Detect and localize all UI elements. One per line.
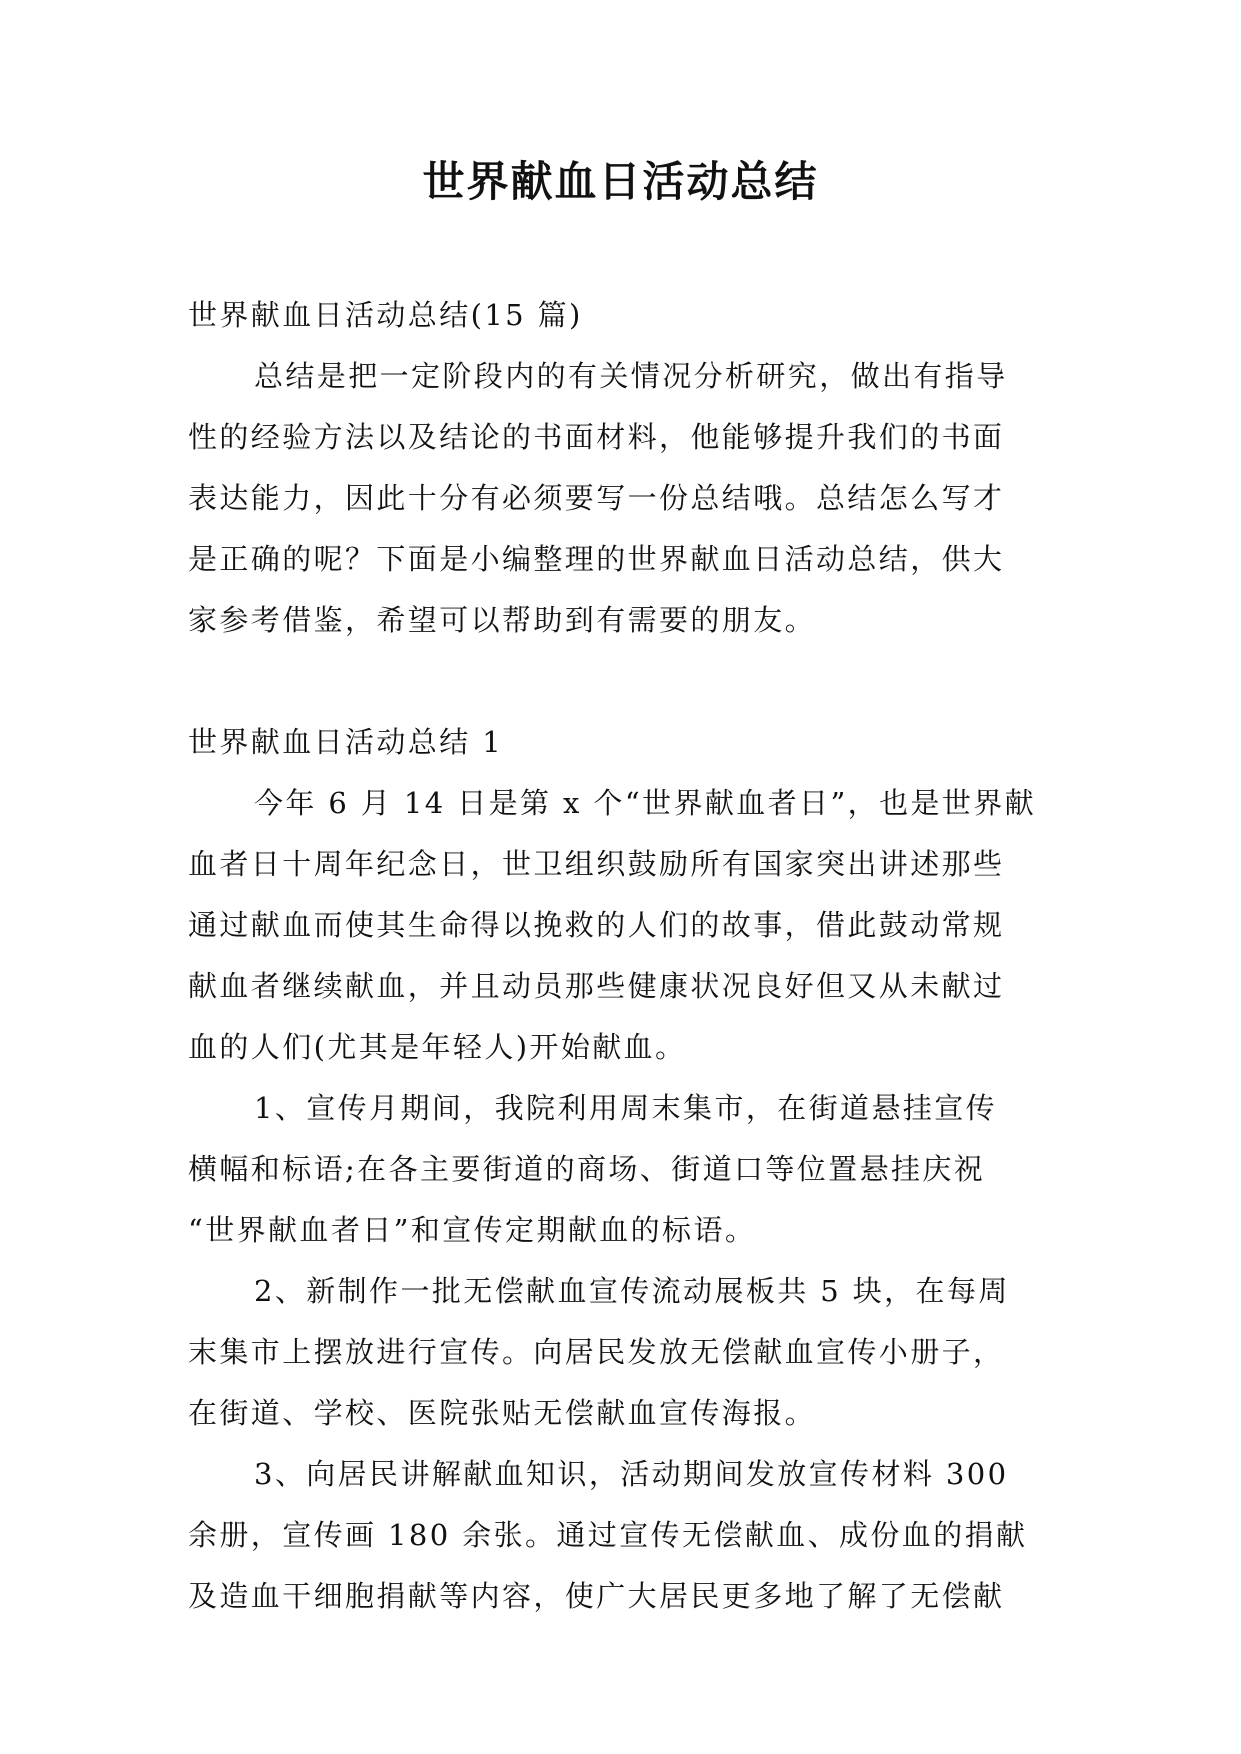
paragraph-spacer <box>188 651 1048 712</box>
paragraph-line: 献血者继续献血，并且动员那些健康状况良好但又从未献过 <box>188 969 1005 1003</box>
paragraph-line: 通过献血而使其生命得以挽救的人们的故事，借此鼓动常规 <box>188 908 1005 942</box>
paragraph-line: 血的人们(尤其是年轻人)开始献血。 <box>188 1030 687 1064</box>
intro-paragraph <box>188 346 1048 651</box>
document-subtitle: 世界献血日活动总结(15 篇) <box>188 298 583 332</box>
document-title: 世界献血日活动总结 <box>422 157 819 206</box>
paragraph-line: 余册，宣传画 180 余张。通过宣传无偿献血、成份血的捐献 <box>188 1518 1028 1552</box>
section1-paragraph-2 <box>188 1078 1048 1261</box>
intro-line: 总结是把一定阶段内的有关情况分析研究，做出有指导 <box>254 359 1008 393</box>
intro-line: 表达能力，因此十分有必须要写一份总结哦。总结怎么写才 <box>188 481 1005 515</box>
section1-paragraph-1 <box>188 773 1048 1078</box>
paragraph-line: 及造血干细胞捐献等内容，使广大居民更多地了解了无偿献 <box>188 1579 1005 1613</box>
paragraph-line: 今年 6 月 14 日是第 x 个“世界献血者日”，也是世界献 <box>254 786 1037 820</box>
document-body <box>188 285 1048 1627</box>
paragraph-line: 3、向居民讲解献血知识，活动期间发放宣传材料 300 <box>254 1457 1009 1491</box>
intro-line: 性的经验方法以及结论的书面材料，他能够提升我们的书面 <box>188 420 1005 454</box>
paragraph-line: 末集市上摆放进行宣传。向居民发放无偿献血宣传小册子， <box>188 1335 1005 1369</box>
intro-line: 家参考借鉴，希望可以帮助到有需要的朋友。 <box>188 603 817 637</box>
intro-line: 是正确的呢？下面是小编整理的世界献血日活动总结，供大 <box>188 542 1005 576</box>
section1-paragraph-3 <box>188 1261 1048 1444</box>
paragraph-line: 横幅和标语;在各主要街道的商场、街道口等位置悬挂庆祝 <box>188 1152 986 1186</box>
section-heading: 世界献血日活动总结 1 <box>188 725 504 759</box>
paragraph-line: 血者日十周年纪念日，世卫组织鼓励所有国家突出讲述那些 <box>188 847 1005 881</box>
paragraph-line: 在街道、学校、医院张贴无偿献血宣传海报。 <box>188 1396 817 1430</box>
paragraph-line: 1、宣传月期间，我院利用周末集市，在街道悬挂宣传 <box>254 1091 998 1125</box>
section1-paragraph-4 <box>188 1444 1048 1627</box>
paragraph-line: “世界献血者日”和宣传定期献血的标语。 <box>188 1213 757 1247</box>
paragraph-line: 2、新制作一批无偿献血宣传流动展板共 5 块，在每周 <box>254 1274 1010 1308</box>
